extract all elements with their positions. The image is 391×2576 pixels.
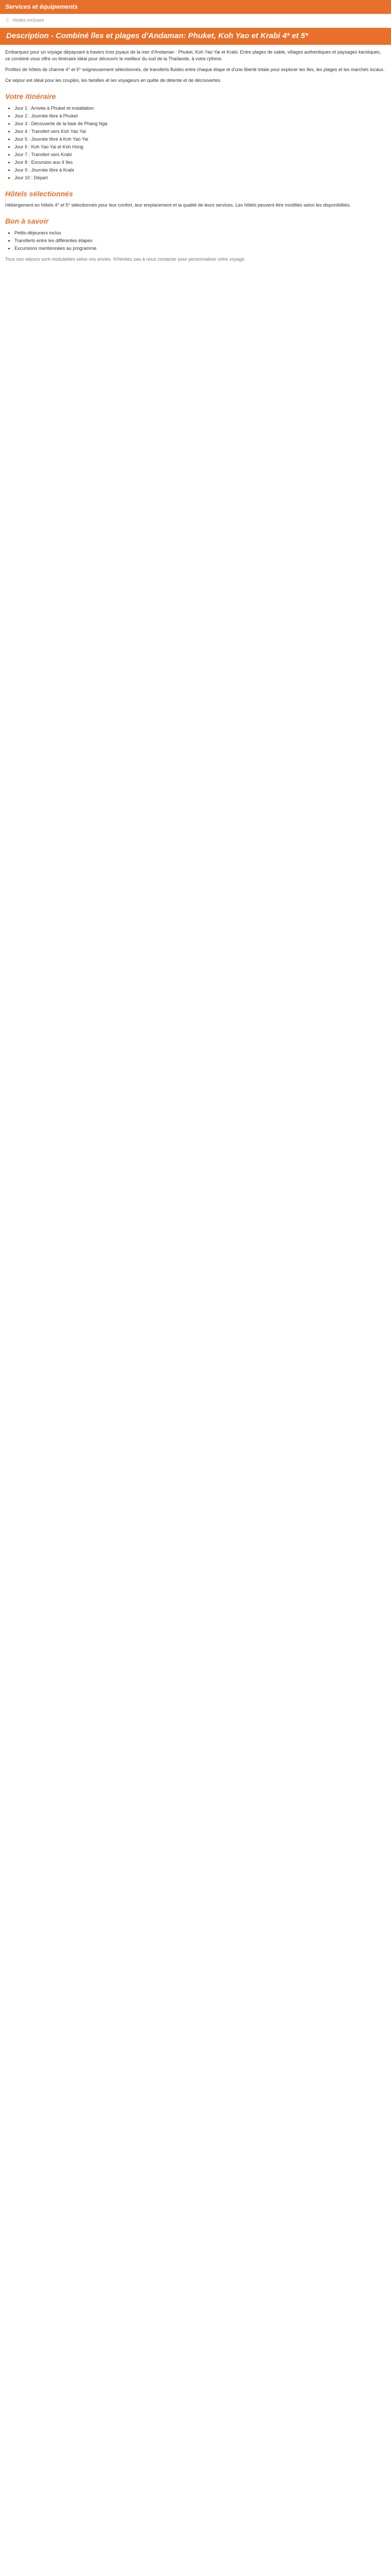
intro-section [0,49,391,84]
program-day: • Jour 4 : Transfert vers Koh Yao Yai [14,128,386,135]
program-day: • Jour 10 : Départ [14,175,386,181]
program-day: • Jour 6 : Koh Yao Yai et Koh Hong [14,144,386,150]
program-day: • Jour 5 : Journée libre à Koh Yao Yai [14,136,386,143]
included-item: • Excursions mentionnées au programme [14,245,386,252]
program-heading: Votre itinéraire [5,92,56,101]
intro-paragraph: Profitez de hôtels de charme 4* et 5* soigneusement sélectionnés, de transferts fluides entre chaque étape et d'une liberté totale pour explorer les îles, les plages et les marchés locaux. [5,67,385,73]
footer-section [0,256,391,263]
program-day: • Jour 1 : Arrivée à Phuket et installation [14,105,386,112]
page-title: Description - Combiné îles et plages d'Andaman: Phuket, Koh Yao et Krabi 4* et 5* [0,28,391,45]
program-day: • Jour 3 : Découverte de la baie de Phang Nga [14,121,386,127]
hotels-heading: Hôtels sélectionnés [5,190,73,198]
program-day: • Jour 2 : Journée libre à Phuket [14,113,386,120]
included-heading: Bon à savoir [5,217,49,226]
included-item: • Transferts entre les différentes étapes [14,238,386,244]
program-list [5,105,386,181]
program-day: • Jour 7 : Transfert vers Krabi [14,151,386,158]
hint-text: Visites incluses [12,18,44,23]
included-list [5,230,386,252]
program-day: • Jour 8 : Excursion aux 4 îles [14,159,386,166]
hotels-text: Hébergement en hôtels 4* et 5* sélectionnés pour leur confort, leur emplacement et la qualité de leurs services. Les hôtels peuvent être modifiés selon les disponibilités. [5,202,351,208]
footer-text: Tous nos séjours sont modulables selon vos envies. N'hésitez pas à nous contacter pour personnaliser votre voyage. [5,256,246,262]
page [0,0,391,267]
intro-paragraph: Ce séjour est idéal pour les couples, les familles et les voyageurs en quête de détente et de découvertes. [5,78,222,83]
included-item: • Petits-déjeuners inclus [14,230,386,236]
services-banner: Services et équipements [0,0,391,14]
intro-paragraph: Embarquez pour un voyage dépaysant à travers trois joyaux de la mer d'Andaman : Phuket, Koh Yao Yai et Krabi. Entre plages de sable, villages authentiques et paysages karstiques, ce combiné vous offre un itinéraire idéal pour découvrir le meilleur du sud de la Thaïlande, à votre rythme. [5,49,381,62]
program-section [0,91,391,181]
info-icon: ⓘ [5,18,10,23]
hint-row [0,14,391,28]
included-section [0,216,391,251]
hotels-section [0,189,391,209]
program-day: • Jour 9 : Journée libre à Krabi [14,167,386,174]
